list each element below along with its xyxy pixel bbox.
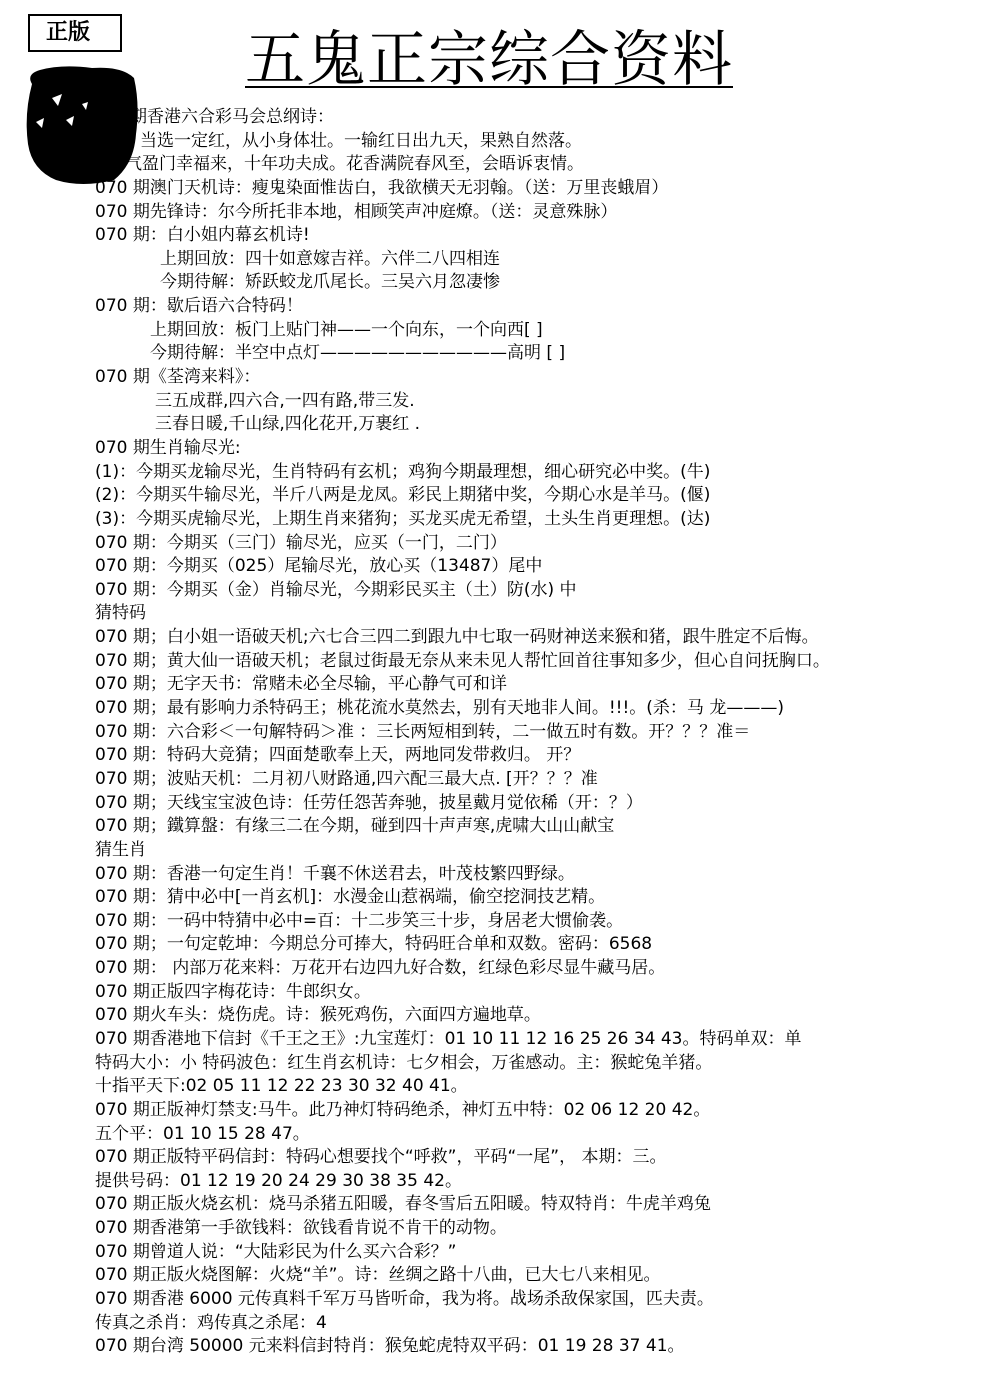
text-line: 070 期：猜中必中[一肖玄机]：水漫金山惹祸端，偷空挖洞技艺精。 (95, 887, 606, 908)
text-line: 猜生肖 (95, 839, 146, 860)
text-line: (3)：今期买虎输尽光，上期生肖来猪狗；买龙买虎无希望，土头生肖更理想。(达) (95, 508, 711, 529)
text-line: 070 期：歇后语六合特码！ (95, 296, 303, 317)
text-line: 070 期：今期买（025）尾输尽光，放心买（13487）尾中 (95, 556, 543, 577)
text-line: 三春日暖,千山绿,四化花开,万裹红 . (155, 414, 421, 435)
text-line: 十指平天下:02 05 11 12 22 23 30 32 40 41。 (95, 1076, 468, 1097)
text-line: 070 期；白小姐一语破天机;六七合三四二到跟九中七取一码财神送来猴和猪，跟牛胜定不后悔。 (95, 627, 819, 648)
text-line: 070 期；波贴天机：二月初八财路通,四六配三最大点. [开？？？准 (95, 768, 598, 789)
text-line: 070 期：香港一句定生肖！千襄不休送君去，叶茂枝繁四野绿。 (95, 863, 575, 884)
text-line: 070 期台湾 50000 元来料信封特肖：猴兔蛇虎特双平码：01 19 28 37 41。 (95, 1336, 685, 1357)
text-line: (2)：今期买牛输尽光，半斤八两是龙凤。彩民上期猪中奖，今期心水是羊马。(偃) (95, 485, 711, 506)
text-line: 五个平：01 10 15 28 47。 (95, 1123, 310, 1144)
text-line: 070 期《荃湾来料》： (95, 367, 261, 388)
text-line: 070 期香港地下信封《千王之王》:九宝莲灯：01 10 11 12 16 25 26 34 43。特码单双：单 (95, 1028, 802, 1049)
text-line: 070 期正版火烧图解：火烧“羊”。诗：丝绸之路十八曲，已大七八来相见。 (95, 1265, 661, 1286)
text-line: 上期回放：板门上贴门神——一个向东，一个向西[ ] (150, 319, 543, 340)
text-line: 070 期：今期买（金）肖输尽光，今期彩民买主（土）防(水) 中 (95, 579, 577, 600)
text-line: 070 期：六合彩＜一句解特码＞准 ：三长两短相到转，二一做五时有数。开？？？准＝ (95, 721, 751, 742)
text-line: 070 期香港第一手欲钱料：欲钱看肯说不肯干的动物。 (95, 1218, 507, 1239)
text-line: 070 期澳门天机诗：瘦鬼染面惟齿白，我欲横天无羽翰。（送：万里丧蛾眉） (95, 177, 669, 198)
text-line: 070 期香港 6000 元传真料千军万马皆听命，我为将。战场杀敌保家国，匹夫责。 (95, 1289, 714, 1310)
text-line: 070 期： 内部万花来料：万花开右边四九好合数，红绿色彩尽显牛藏马居。 (95, 958, 666, 979)
text-line: 070 期先锋诗：尔今所托非本地，相顾笑声冲庭燎。（送：灵意殊脉） (95, 201, 618, 222)
text-line: 070 期；无字天书：常赌未必全尽输，平心静气可和详 (95, 674, 507, 695)
text-line: 070 期；鐵算盤：有缘三二在今期，碰到四十声声寒,虎啸大山山献宝 (95, 816, 615, 837)
text-line: 070 期正版四字梅花诗：牛郎织女。 (95, 981, 371, 1002)
text-line: 070 期正版火烧玄机：烧马杀猪五阳暖，春冬雪后五阳暖。特双特肖：牛虎羊鸡兔 (95, 1194, 711, 1215)
text-line: 传真之杀肖：鸡传真之杀尾：4 (95, 1312, 327, 1333)
text-line: 070 期：一码中特猜中必中=百：十二步笑三十步，身居老大惯偷袭。 (95, 910, 624, 931)
text-line: 070 期生肖输尽光: (95, 437, 241, 458)
genuine-badge: 正版 (28, 14, 122, 52)
text-line: 期香港六合彩马会总纲诗： (130, 107, 334, 127)
text-line: 070 期：特码大竞猜；四面楚歌奉上天，两地同发带救归。 开？ (95, 745, 581, 766)
text-line: 070 期；最有影响力杀特码王；桃花流水莫然去，别有天地非人间。!!!。(杀：马 龙———) (95, 698, 784, 719)
text-line: 提供号码：01 12 19 20 24 29 30 38 35 42。 (95, 1170, 462, 1191)
text-line: 070 期；黄大仙一语破天机；老鼠过街最无奈从来未见人帮忙回首往事知多少，但心自问抚胸口。 (95, 650, 830, 671)
text-line: 三五成群,四六合,一四有路,带三发. (155, 390, 415, 411)
text-line: 气盈门幸福来，十年功夫成。花香满院春风至，会晤诉衷情。 (125, 154, 584, 175)
text-line: 070 期：白小姐内幕玄机诗! (95, 225, 310, 246)
text-line: 今期待解：半空中点灯———————————高明 [ ] (150, 343, 566, 364)
text-line: (1)：今期买龙输尽光，生肖特码有玄机；鸡狗今期最理想，细心研究必中奖。(牛) (95, 461, 711, 482)
text-line: 今期待解：矫跃蛟龙爪尾长。三吴六月忽凄惨 (160, 272, 500, 293)
text-line: 070 期火车头：烧伤虎。诗：猴死鸡伤，六面四方遍地草。 (95, 1005, 541, 1026)
text-line: 当选一定红，从小身体壮。一输红日出九天，果熟自然落。 (140, 130, 582, 151)
text-line: 上期回放：四十如意嫁吉祥。六伴二八四相连 (160, 248, 500, 269)
text-line: 070 期正版特平码信封：特码心想要找个“呼救”，平码“一尾”， 本期：三。 (95, 1147, 667, 1168)
text-line: 070 期曾道人说：“大陆彩民为什么买六合彩？” (95, 1241, 457, 1262)
text-line: 特码大小：小 特码波色：红生肖玄机诗：七夕相会，万雀感动。主：猴蛇兔羊猪。 (95, 1052, 713, 1073)
text-line: 070 期；天线宝宝波色诗：任劳任怨苦奔驰，披星戴月觉依稀（开：？） (95, 792, 643, 813)
text-line: 070 期正版神灯禁支:马牛。此乃神灯特码绝杀，神灯五中特：02 06 12 20 42。 (95, 1099, 711, 1120)
document-body (0, 106, 1003, 1359)
text-line: 猜特码 (95, 603, 146, 624)
text-line: 070 期：今期买（三门）输尽光，应买（一门，二门） (95, 532, 507, 553)
text-line: 070 期；一句定乾坤：今期总分可捧大，特码旺合单和双数。密码：6568 (95, 934, 653, 955)
page-title: 五鬼正宗综合资料 (245, 25, 733, 95)
